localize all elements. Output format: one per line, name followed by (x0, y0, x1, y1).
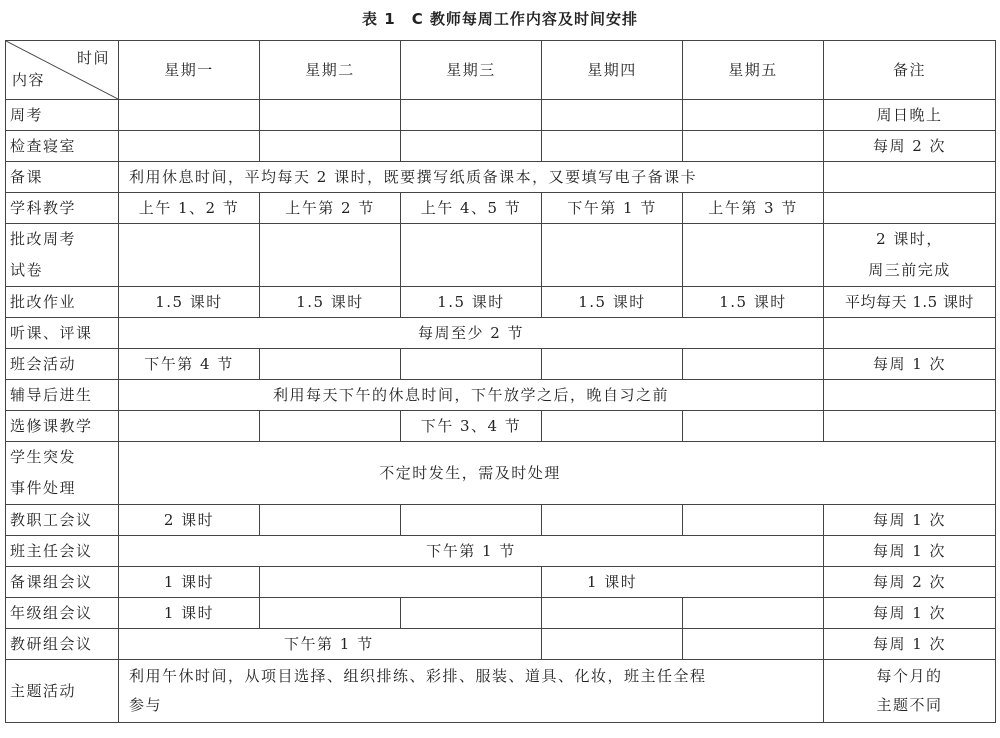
span-cell: 不定时发生，需及时处理 (119, 442, 996, 505)
row-item-line: 学生突发 (10, 448, 77, 466)
table-row (6, 318, 996, 349)
table-row (6, 629, 996, 660)
row-remark: 平均每天 1.5 课时 (824, 287, 996, 318)
span-cell: 利用休息时间，平均每天 2 课时，既要撰写纸质备课本，又要填写电子备课卡 (119, 162, 824, 193)
cell (683, 411, 824, 442)
cell: 1.5 课时 (542, 287, 683, 318)
span-line: 利用午休时间，从项目选择、组织排练、彩排、服装、道具、化妆，班主任全程 (129, 667, 707, 685)
table-row (6, 536, 996, 567)
cell (683, 629, 824, 660)
cell (260, 567, 542, 598)
row-item: 教研组会议 (6, 629, 119, 660)
cell (683, 349, 824, 380)
cell (401, 598, 542, 629)
cell (119, 224, 260, 287)
header-day: 星期一 (119, 41, 260, 100)
cell (401, 505, 542, 536)
table-row (6, 287, 996, 318)
table-row (6, 100, 996, 131)
table-row (6, 162, 996, 193)
table-row (6, 224, 996, 287)
row-item: 备课组会议 (6, 567, 119, 598)
cell: 2 课时 (119, 505, 260, 536)
row-remark: 每周 1 次 (824, 536, 996, 567)
row-remark: 每周 1 次 (824, 598, 996, 629)
row-remark-line: 主题不同 (876, 696, 943, 714)
cell: 1 课时 (119, 598, 260, 629)
table-row (6, 660, 996, 723)
cell (260, 100, 401, 131)
row-remark: 每周 2 次 (824, 131, 996, 162)
cell (119, 100, 260, 131)
row-remark (824, 193, 996, 224)
row-item: 听课、评课 (6, 318, 119, 349)
corner-content-label: 内容 (12, 71, 46, 89)
cell (260, 505, 401, 536)
header-day: 星期五 (683, 41, 824, 100)
cell: 上午 4、5 节 (401, 193, 542, 224)
cell: 1.5 课时 (683, 287, 824, 318)
cell (119, 131, 260, 162)
table-title: 表 1 C 教师每周工作内容及时间安排 (362, 10, 638, 28)
row-item: 检查寝室 (6, 131, 119, 162)
table-row (6, 598, 996, 629)
cell (260, 224, 401, 287)
header-row (6, 41, 996, 100)
table-row (6, 567, 996, 598)
row-remark-line: 周三前完成 (868, 261, 951, 279)
cell (260, 411, 401, 442)
span-cell: 每周至少 2 节 (119, 318, 824, 349)
header-day: 星期三 (401, 41, 542, 100)
row-remark: 每周 1 次 (824, 505, 996, 536)
row-remark (824, 318, 996, 349)
table-row (6, 131, 996, 162)
row-remark (824, 660, 996, 723)
cell (542, 224, 683, 287)
row-remark-line: 2 课时， (876, 230, 943, 248)
row-item: 班主任会议 (6, 536, 119, 567)
row-remark: 每周 1 次 (824, 629, 996, 660)
cell: 1 课时 (119, 567, 260, 598)
cell: 上午第 3 节 (683, 193, 824, 224)
row-remark (824, 162, 996, 193)
cell (683, 505, 824, 536)
row-item: 选修课教学 (6, 411, 119, 442)
table-row (6, 380, 996, 411)
row-item: 年级组会议 (6, 598, 119, 629)
cell (542, 629, 683, 660)
cell (260, 131, 401, 162)
cell (683, 100, 824, 131)
table-row (6, 193, 996, 224)
row-remark: 周日晚上 (824, 100, 996, 131)
span-line: 参与 (129, 696, 163, 714)
cell: 上午第 2 节 (260, 193, 401, 224)
cell (542, 131, 683, 162)
table-row (6, 505, 996, 536)
cell (542, 598, 683, 629)
row-item: 教职工会议 (6, 505, 119, 536)
cell (542, 411, 683, 442)
cell (401, 224, 542, 287)
header-remark: 备注 (824, 41, 996, 100)
cell (401, 349, 542, 380)
row-remark: 每周 1 次 (824, 349, 996, 380)
row-remark (824, 411, 996, 442)
row-item: 学科教学 (6, 193, 119, 224)
span-cell: 下午第 1 节 (119, 536, 824, 567)
row-item-line: 批改周考 (10, 230, 77, 248)
row-remark: 每周 2 次 (824, 567, 996, 598)
row-item (6, 224, 119, 287)
row-remark (824, 224, 996, 287)
cell (260, 598, 401, 629)
cell (542, 505, 683, 536)
row-remark-line: 每个月的 (876, 667, 943, 685)
cell: 下午第 1 节 (119, 629, 542, 660)
row-remark (824, 380, 996, 411)
work-schedule-table (5, 40, 996, 723)
cell: 1.5 课时 (119, 287, 260, 318)
cell (542, 349, 683, 380)
cell: 下午第 4 节 (119, 349, 260, 380)
header-day: 星期二 (260, 41, 401, 100)
cell: 下午 3、4 节 (401, 411, 542, 442)
cell (542, 100, 683, 131)
cell (401, 100, 542, 131)
row-item: 批改作业 (6, 287, 119, 318)
row-item-line: 试卷 (10, 261, 44, 279)
row-item (6, 442, 119, 505)
row-item: 主题活动 (6, 660, 119, 723)
cell (260, 349, 401, 380)
table-row (6, 411, 996, 442)
cell: 1 课时 (542, 567, 824, 598)
cell (119, 411, 260, 442)
header-day: 星期四 (542, 41, 683, 100)
span-cell (119, 660, 824, 723)
table-row (6, 349, 996, 380)
corner-time-label: 时间 (76, 49, 110, 67)
row-item: 辅导后进生 (6, 380, 119, 411)
row-item: 备课 (6, 162, 119, 193)
cell: 下午第 1 节 (542, 193, 683, 224)
span-cell: 利用每天下午的休息时间，下午放学之后，晚自习之前 (119, 380, 824, 411)
corner-cell (6, 41, 119, 100)
cell (401, 131, 542, 162)
cell: 1.5 课时 (401, 287, 542, 318)
cell: 1.5 课时 (260, 287, 401, 318)
row-item: 班会活动 (6, 349, 119, 380)
cell (683, 131, 824, 162)
table-row (6, 442, 996, 505)
cell (683, 598, 824, 629)
cell (683, 224, 824, 287)
cell: 上午 1、2 节 (119, 193, 260, 224)
row-item: 周考 (6, 100, 119, 131)
row-item-line: 事件处理 (10, 479, 77, 497)
